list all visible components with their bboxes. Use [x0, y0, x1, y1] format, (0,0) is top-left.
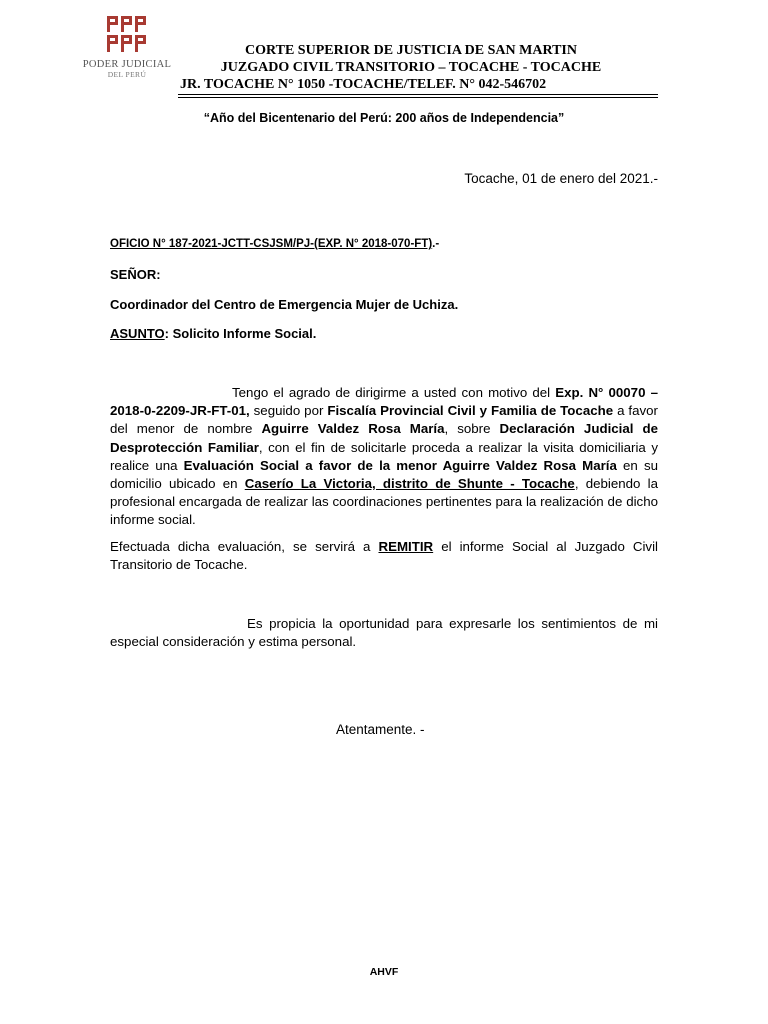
body-p1-expediente: Exp. N° 00070 –2018-0-2209-JR-FT-01, [110, 385, 658, 419]
oficio-number: OFICIO N° 187-2021-JCTT-CSJSM/PJ-(EXP. N° 2018-070-FT) [110, 238, 433, 250]
subject-label: ASUNTO [110, 326, 165, 341]
body-p1-minor-name: Aguirre Valdez Rosa María [261, 421, 445, 437]
subject-line [110, 326, 316, 341]
oficio-suffix: .- [432, 238, 440, 250]
logo-text-line2: DEL PERÚ [107, 70, 147, 79]
closing: Atentamente. - [336, 722, 425, 737]
addressee-name: Coordinador del Centro de Emergencia Mujer de Uchiza. [110, 297, 459, 312]
header-divider-top [178, 94, 658, 95]
header-divider-bottom [178, 97, 658, 98]
body-p1-text: , debiendo la profesional encargada de realizar las coordinaciones pertinentes para la realización de dicho informe social. [110, 476, 659, 528]
salutation: SEÑOR: [110, 267, 161, 282]
subject-colon: : [164, 326, 169, 341]
body-p2-text: Efectuada dicha evaluación, se servirá a [110, 539, 379, 554]
letter-date: Tocache, 01 de enero del 2021.- [464, 171, 658, 186]
poder-judicial-logo [82, 14, 172, 84]
poder-judicial-emblem-icon [105, 14, 149, 54]
body-p1-text: , con el fin de solicitarle proceda a realizar la visita domiciliaria y realice una [110, 439, 658, 473]
subject-text: Solicito Informe Social. [169, 326, 317, 341]
body-p2-remitir: REMITIR [378, 539, 434, 554]
body-p1-text: a favor del menor de nombre [110, 403, 658, 437]
body-p1-address: Caserío La Victoria, distrito de Shunte - Tocache [244, 476, 575, 492]
body-p1-evaluation: Evaluación Social a favor de la menor Aguirre Valdez Rosa María [183, 457, 617, 473]
body-paragraph-1 [110, 384, 658, 530]
body-paragraph-3: Es propicia la oportunidad para expresarle los sentimientos de mi especial consideración y estima personal. [110, 616, 658, 650]
footer-initials: AHVF [369, 966, 399, 978]
body-p1-text: en su domicilio ubicado en [110, 457, 659, 492]
year-motto: “Año del Bicentenario del Perú: 200 años de Independencia” [203, 111, 565, 125]
header-court-name: CORTE SUPERIOR DE JUSTICIA DE SAN MARTIN [245, 43, 577, 58]
body-p1-text: , sobre [444, 421, 500, 437]
header-court-office: JUZGADO CIVIL TRANSITORIO – TOCACHE - TOCACHE [220, 60, 602, 75]
body-p1-matter: Declaración Judicial de Desprotección Familiar [110, 421, 658, 455]
body-paragraph-2 [110, 538, 658, 574]
body-p1-text: Tengo el agrado de dirigirme a usted con motivo del [232, 385, 556, 400]
body-p1-text: seguido por [249, 403, 328, 419]
oficio-reference [110, 238, 439, 250]
body-p1-fiscalia: Fiscalía Provincial Civil y Familia de Tocache [327, 403, 614, 419]
logo-text-line1: PODER JUDICIAL [82, 59, 172, 70]
header-address: JR. TOCACHE N° 1050 -TOCACHE/TELEF. N° 042-546702 [180, 77, 547, 92]
body-p2-text: el informe Social al Juzgado Civil Transitorio de Tocache. [110, 539, 658, 573]
